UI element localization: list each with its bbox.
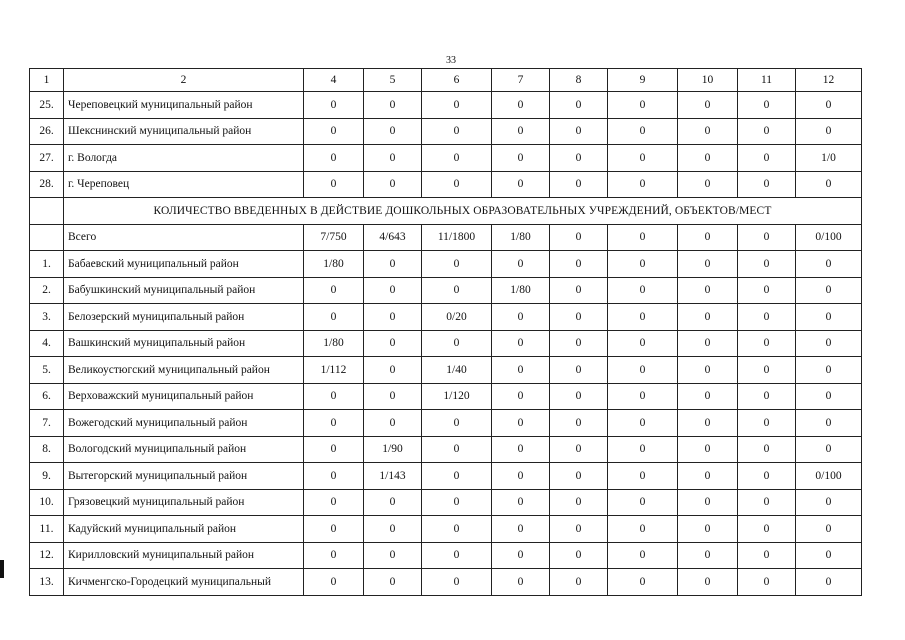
value-cell: 0 [550, 171, 608, 198]
value-cell: 0 [550, 118, 608, 145]
value-cell: 0 [364, 489, 422, 516]
value-cell: 0 [364, 569, 422, 596]
value-cell: 0 [796, 118, 862, 145]
value-cell: 0 [304, 516, 364, 543]
region-name: Кирилловский муниципальный район [64, 542, 304, 569]
value-cell: 0 [422, 489, 492, 516]
region-name: г. Вологда [64, 145, 304, 172]
value-cell: 0 [608, 171, 678, 198]
value-cell: 0 [422, 569, 492, 596]
value-cell: 0 [678, 542, 738, 569]
value-cell: 0 [364, 145, 422, 172]
value-cell: 0 [304, 118, 364, 145]
region-name: Шекснинский муниципальный район [64, 118, 304, 145]
column-header: 8 [550, 69, 608, 92]
value-cell: 0 [608, 516, 678, 543]
region-name: Вашкинский муниципальный район [64, 330, 304, 357]
value-cell: 0 [550, 516, 608, 543]
table-row [30, 436, 862, 463]
value-cell: 0 [678, 410, 738, 437]
value-cell: 0 [796, 542, 862, 569]
value-cell: 0 [550, 277, 608, 304]
value-cell: 0 [608, 251, 678, 278]
column-header: 12 [796, 69, 862, 92]
value-cell: 1/0 [796, 145, 862, 172]
region-name: Вологодский муниципальный район [64, 436, 304, 463]
value-cell: 0 [364, 92, 422, 119]
section-spacer [30, 198, 64, 225]
value-cell: 0 [492, 357, 550, 384]
value-cell: 0 [678, 463, 738, 490]
value-cell: 0 [738, 330, 796, 357]
column-header: 2 [64, 69, 304, 92]
row-number: 10. [30, 489, 64, 516]
value-cell: 0 [550, 224, 608, 251]
value-cell: 0 [492, 410, 550, 437]
value-cell: 0 [738, 516, 796, 543]
row-number: 13. [30, 569, 64, 596]
value-cell: 1/90 [364, 436, 422, 463]
value-cell: 0 [364, 357, 422, 384]
value-cell: 0 [304, 569, 364, 596]
value-cell: 0 [364, 330, 422, 357]
value-cell: 0 [608, 92, 678, 119]
value-cell: 0 [608, 542, 678, 569]
value-cell: 0 [738, 251, 796, 278]
region-name: Белозерский муниципальный район [64, 304, 304, 331]
page-number: 33 [446, 55, 456, 66]
value-cell: 0 [422, 145, 492, 172]
value-cell: 0 [678, 330, 738, 357]
value-cell: 0 [422, 463, 492, 490]
value-cell: 1/120 [422, 383, 492, 410]
value-cell: 0 [608, 277, 678, 304]
value-cell: 0 [738, 489, 796, 516]
value-cell: 0 [422, 516, 492, 543]
value-cell: 0 [422, 436, 492, 463]
value-cell: 0 [678, 489, 738, 516]
row-number: 27. [30, 145, 64, 172]
row-number: 25. [30, 92, 64, 119]
column-header: 6 [422, 69, 492, 92]
value-cell: 0 [738, 357, 796, 384]
value-cell: 0 [678, 171, 738, 198]
value-cell: 0 [304, 277, 364, 304]
value-cell: 0 [678, 357, 738, 384]
value-cell: 0 [738, 542, 796, 569]
value-cell: 0 [304, 171, 364, 198]
value-cell: 7/750 [304, 224, 364, 251]
value-cell: 0 [608, 224, 678, 251]
total-row [30, 224, 862, 251]
value-cell: 0 [550, 542, 608, 569]
table-row [30, 277, 862, 304]
value-cell: 0 [364, 171, 422, 198]
region-name: Кадуйский муниципальный район [64, 516, 304, 543]
column-header: 1 [30, 69, 64, 92]
value-cell: 0 [608, 463, 678, 490]
table-body [30, 69, 862, 596]
value-cell: 1/112 [304, 357, 364, 384]
value-cell: 0 [492, 569, 550, 596]
value-cell: 0/100 [796, 463, 862, 490]
value-cell: 0 [422, 277, 492, 304]
region-name: г. Череповец [64, 171, 304, 198]
region-name: Всего [64, 224, 304, 251]
value-cell: 0 [678, 92, 738, 119]
column-header: 4 [304, 69, 364, 92]
table-row [30, 463, 862, 490]
value-cell: 0 [796, 277, 862, 304]
value-cell: 0 [796, 171, 862, 198]
value-cell: 0 [678, 436, 738, 463]
value-cell: 0 [422, 251, 492, 278]
table-row [30, 118, 862, 145]
value-cell: 0 [678, 383, 738, 410]
value-cell: 0 [304, 436, 364, 463]
value-cell: 0 [796, 304, 862, 331]
table-row [30, 145, 862, 172]
table-row [30, 410, 862, 437]
value-cell: 0 [550, 330, 608, 357]
row-number: 8. [30, 436, 64, 463]
section-row [30, 198, 862, 225]
table-row [30, 383, 862, 410]
value-cell: 0 [738, 118, 796, 145]
value-cell: 0 [550, 569, 608, 596]
value-cell: 0 [492, 171, 550, 198]
value-cell: 0 [364, 383, 422, 410]
region-name: Великоустюгский муниципальный район [64, 357, 304, 384]
value-cell: 0 [796, 569, 862, 596]
value-cell: 0 [738, 569, 796, 596]
value-cell: 0 [492, 251, 550, 278]
value-cell: 1/40 [422, 357, 492, 384]
region-name: Кичменгско-Городецкий муниципальный [64, 569, 304, 596]
table-row [30, 489, 862, 516]
value-cell: 1/80 [492, 277, 550, 304]
value-cell: 0 [492, 489, 550, 516]
value-cell: 0 [608, 569, 678, 596]
value-cell: 0 [492, 436, 550, 463]
region-name: Бабушкинский муниципальный район [64, 277, 304, 304]
table-row [30, 516, 862, 543]
value-cell: 0 [738, 92, 796, 119]
value-cell: 0 [608, 489, 678, 516]
value-cell: 0 [550, 489, 608, 516]
value-cell: 0 [796, 383, 862, 410]
header-row [30, 69, 862, 92]
region-name: Вытегорский муниципальный район [64, 463, 304, 490]
value-cell: 0 [678, 516, 738, 543]
row-number [30, 224, 64, 251]
section-title: КОЛИЧЕСТВО ВВЕДЕННЫХ В ДЕЙСТВИЕ ДОШКОЛЬНЫХ ОБРАЗОВАТЕЛЬНЫХ УЧРЕЖДЕНИЙ, ОБЪЕКТОВ/МЕСТ [64, 198, 862, 225]
row-number: 1. [30, 251, 64, 278]
row-number: 7. [30, 410, 64, 437]
value-cell: 0 [492, 304, 550, 331]
value-cell: 0 [738, 171, 796, 198]
value-cell: 0 [364, 516, 422, 543]
value-cell: 0 [492, 542, 550, 569]
region-name: Грязовецкий муниципальный район [64, 489, 304, 516]
row-number: 26. [30, 118, 64, 145]
value-cell: 0 [422, 171, 492, 198]
value-cell: 0 [492, 92, 550, 119]
value-cell: 0 [550, 436, 608, 463]
value-cell: 0 [608, 410, 678, 437]
value-cell: 0 [738, 224, 796, 251]
region-name: Вожегодский муниципальный район [64, 410, 304, 437]
table-row [30, 251, 862, 278]
value-cell: 0 [492, 516, 550, 543]
table-row [30, 569, 862, 596]
value-cell: 0 [492, 118, 550, 145]
region-name: Верховажский муниципальный район [64, 383, 304, 410]
value-cell: 0 [550, 383, 608, 410]
value-cell: 0 [678, 304, 738, 331]
value-cell: 0 [796, 330, 862, 357]
column-header: 9 [608, 69, 678, 92]
value-cell: 0 [796, 410, 862, 437]
value-cell: 0 [304, 489, 364, 516]
value-cell: 1/80 [304, 251, 364, 278]
row-number: 4. [30, 330, 64, 357]
row-number: 6. [30, 383, 64, 410]
value-cell: 0 [304, 92, 364, 119]
row-number: 5. [30, 357, 64, 384]
value-cell: 0 [738, 277, 796, 304]
value-cell: 0 [678, 277, 738, 304]
statistics-table [29, 68, 862, 596]
value-cell: 0 [422, 118, 492, 145]
row-number: 9. [30, 463, 64, 490]
value-cell: 1/80 [304, 330, 364, 357]
value-cell: 0 [364, 542, 422, 569]
column-header: 7 [492, 69, 550, 92]
value-cell: 0 [550, 145, 608, 172]
row-number: 28. [30, 171, 64, 198]
table-row [30, 304, 862, 331]
value-cell: 0 [492, 330, 550, 357]
row-number: 3. [30, 304, 64, 331]
value-cell: 0 [796, 489, 862, 516]
value-cell: 0 [608, 118, 678, 145]
value-cell: 0 [738, 304, 796, 331]
value-cell: 0 [738, 410, 796, 437]
value-cell: 0 [738, 436, 796, 463]
row-number: 11. [30, 516, 64, 543]
value-cell: 0 [364, 251, 422, 278]
table-row [30, 357, 862, 384]
value-cell: 0 [796, 516, 862, 543]
value-cell: 0 [608, 304, 678, 331]
column-header: 11 [738, 69, 796, 92]
value-cell: 0 [364, 304, 422, 331]
region-name: Бабаевский муниципальный район [64, 251, 304, 278]
value-cell: 0 [678, 569, 738, 596]
table-row [30, 542, 862, 569]
value-cell: 0 [550, 251, 608, 278]
table-row [30, 171, 862, 198]
value-cell: 0 [678, 145, 738, 172]
region-name: Череповецкий муниципальный район [64, 92, 304, 119]
value-cell: 0 [550, 92, 608, 119]
value-cell: 0 [796, 251, 862, 278]
value-cell: 0 [608, 357, 678, 384]
value-cell: 0 [608, 436, 678, 463]
value-cell: 0/20 [422, 304, 492, 331]
value-cell: 0 [796, 92, 862, 119]
value-cell: 0 [738, 463, 796, 490]
value-cell: 0 [550, 463, 608, 490]
value-cell: 0 [364, 410, 422, 437]
scan-edge-mark [0, 560, 4, 578]
value-cell: 0 [304, 383, 364, 410]
value-cell: 11/1800 [422, 224, 492, 251]
value-cell: 0 [550, 357, 608, 384]
value-cell: 0 [738, 145, 796, 172]
value-cell: 0 [422, 410, 492, 437]
value-cell: 0 [678, 118, 738, 145]
value-cell: 0 [304, 410, 364, 437]
value-cell: 0 [304, 463, 364, 490]
value-cell: 0 [796, 357, 862, 384]
value-cell: 1/80 [492, 224, 550, 251]
value-cell: 0 [608, 383, 678, 410]
value-cell: 0 [304, 145, 364, 172]
row-number: 12. [30, 542, 64, 569]
value-cell: 1/143 [364, 463, 422, 490]
value-cell: 0 [796, 436, 862, 463]
value-cell: 0 [492, 463, 550, 490]
table-row [30, 330, 862, 357]
value-cell: 0 [422, 542, 492, 569]
column-header: 5 [364, 69, 422, 92]
value-cell: 0 [492, 145, 550, 172]
value-cell: 0 [608, 145, 678, 172]
row-number: 2. [30, 277, 64, 304]
value-cell: 4/643 [364, 224, 422, 251]
value-cell: 0 [678, 224, 738, 251]
column-header: 10 [678, 69, 738, 92]
value-cell: 0 [550, 410, 608, 437]
value-cell: 0/100 [796, 224, 862, 251]
value-cell: 0 [492, 383, 550, 410]
value-cell: 0 [364, 277, 422, 304]
value-cell: 0 [364, 118, 422, 145]
value-cell: 0 [422, 330, 492, 357]
value-cell: 0 [550, 304, 608, 331]
value-cell: 0 [304, 542, 364, 569]
value-cell: 0 [304, 304, 364, 331]
table-row [30, 92, 862, 119]
value-cell: 0 [678, 251, 738, 278]
value-cell: 0 [738, 383, 796, 410]
value-cell: 0 [422, 92, 492, 119]
value-cell: 0 [608, 330, 678, 357]
